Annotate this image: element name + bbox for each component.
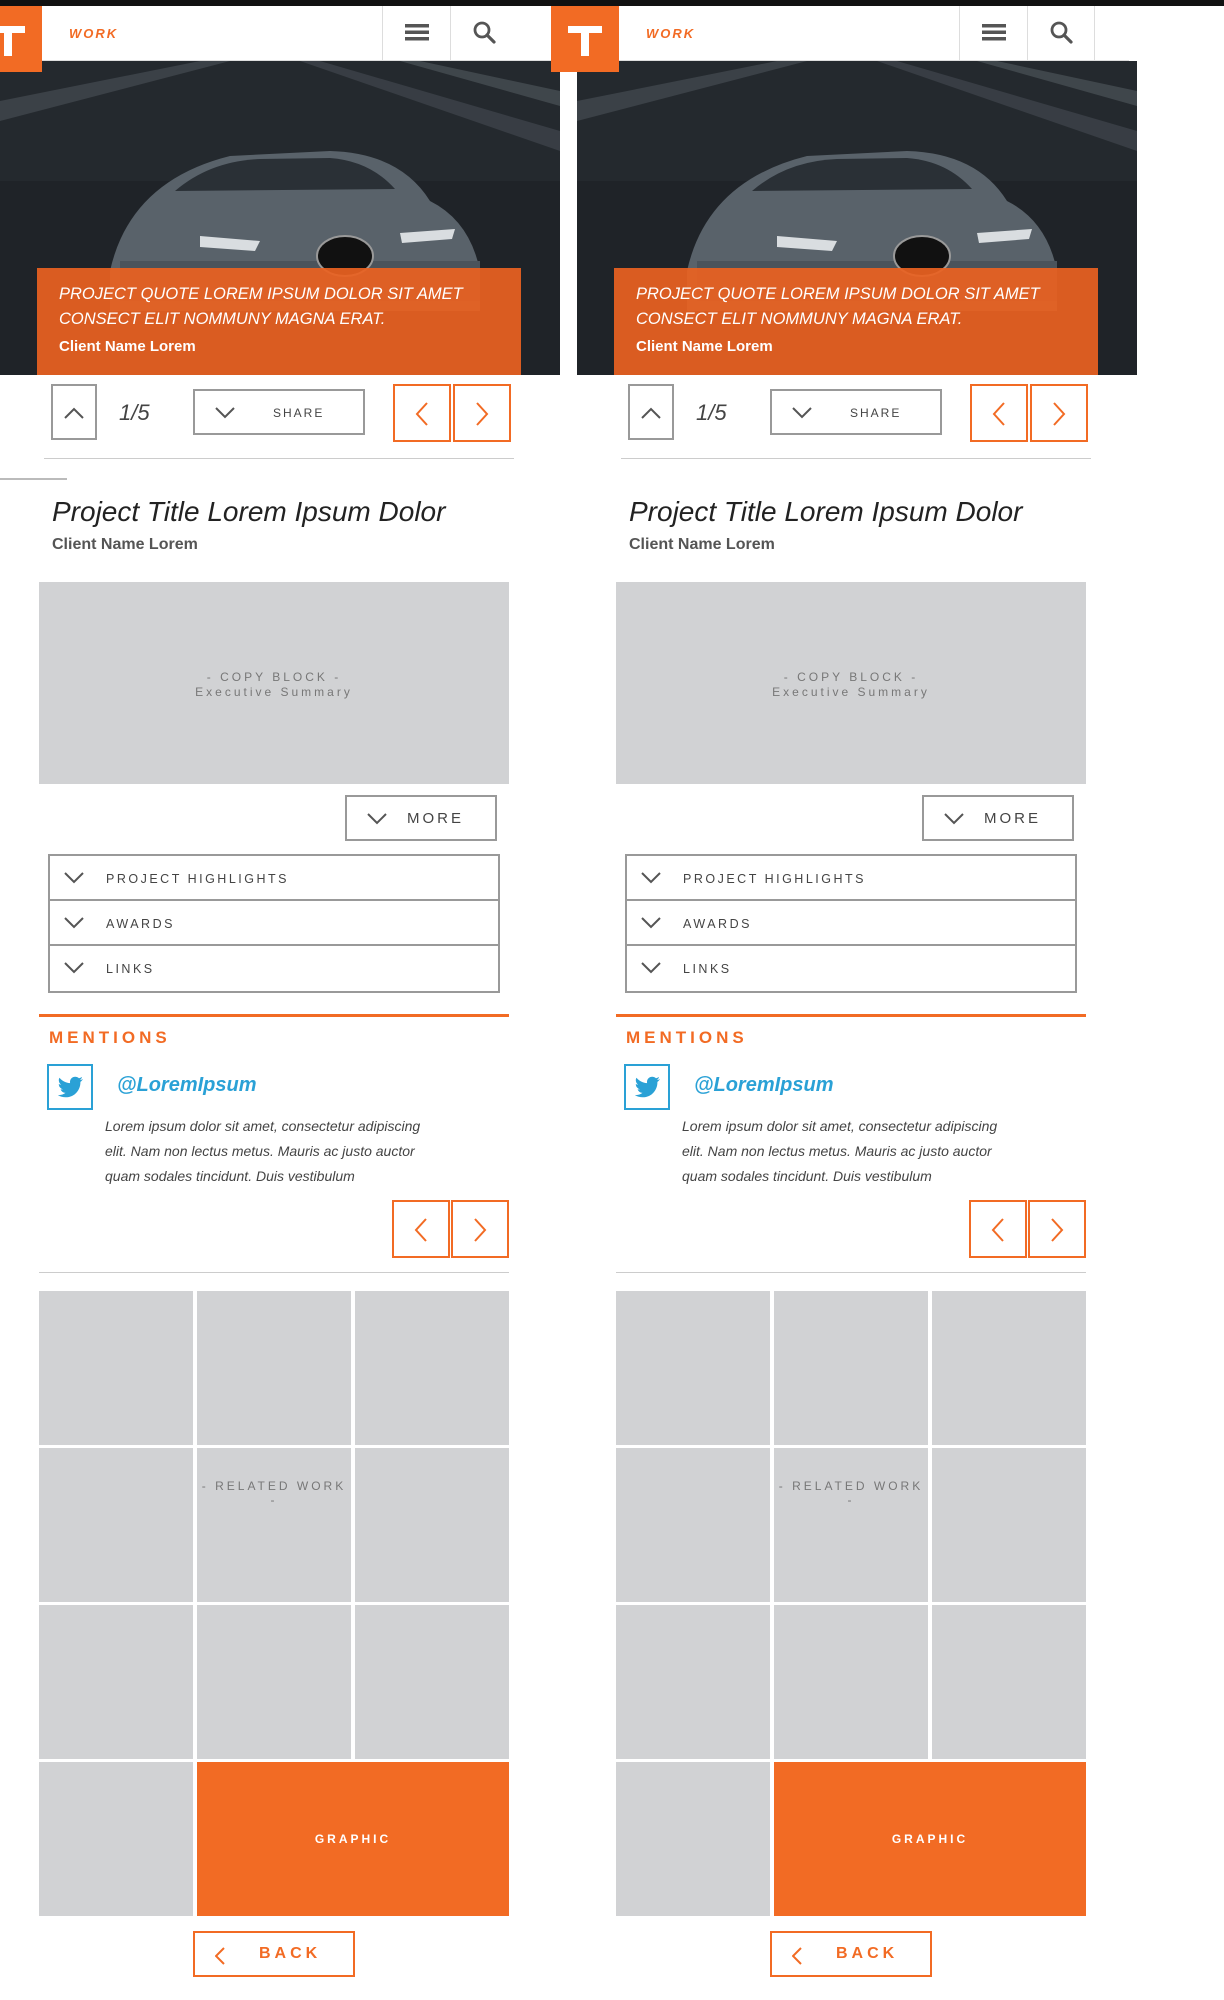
slide-counter: 1/5 (696, 400, 727, 425)
related-tile[interactable] (774, 1448, 928, 1602)
project-title: Project Title Lorem Ipsum Dolor (629, 496, 1023, 527)
related-tile[interactable] (39, 1448, 193, 1602)
divider (44, 458, 514, 459)
next-slide-button[interactable] (1030, 384, 1088, 442)
brand-logo[interactable] (0, 6, 42, 72)
accordion (625, 854, 1077, 993)
copy-block-sub: Executive Summary (772, 685, 930, 699)
divider (39, 1272, 509, 1273)
project-client: Client Name Lorem (629, 536, 775, 553)
accordion (48, 854, 500, 993)
mention-text-line: elit. Nam non lectus metus. Mauris ac justo auctor (682, 1143, 992, 1159)
divider (616, 1272, 1086, 1273)
collapse-button[interactable] (628, 384, 674, 440)
menu-icon (405, 21, 429, 43)
hero-quote: PROJECT QUOTE LOREM IPSUM DOLOR SIT AMET CONSECT ELIT NOMMUNY MAGNA ERAT. (636, 285, 1040, 328)
project-client: Client Name Lorem (52, 536, 198, 553)
accordion-item-awards[interactable] (627, 901, 1075, 946)
next-slide-button[interactable] (453, 384, 511, 442)
chevron-left-icon (792, 1947, 802, 1965)
related-tile[interactable] (616, 1605, 770, 1759)
chevron-left-icon (992, 402, 1006, 426)
graphic-label: GRAPHIC (891, 1832, 969, 1846)
twitter-button[interactable] (47, 1064, 93, 1110)
chevron-down-icon (215, 407, 235, 419)
menu-icon (982, 21, 1006, 43)
hero-client: Client Name Lorem (59, 338, 196, 355)
next-mention-button[interactable] (451, 1200, 509, 1258)
mobile-mockup-right (517, 6, 1129, 2000)
share-label: SHARE (850, 406, 902, 420)
share-label: SHARE (273, 406, 325, 420)
search-button[interactable] (450, 6, 518, 61)
accordion-item-label: PROJECT HIGHLIGHTS (683, 872, 866, 886)
chevron-down-icon (64, 962, 84, 974)
copy-block-sub: Executive Summary (195, 685, 353, 699)
related-tile[interactable] (355, 1291, 509, 1445)
accordion-item-links[interactable] (627, 946, 1075, 991)
copy-block-placeholder (39, 582, 509, 784)
chevron-right-icon (1052, 402, 1066, 426)
copy-block-label: - COPY BLOCK - (206, 670, 342, 684)
accordion-item-project-highlights[interactable] (50, 856, 498, 901)
more-button[interactable] (922, 795, 1074, 841)
more-button[interactable] (345, 795, 497, 841)
share-button[interactable] (193, 389, 365, 435)
hero-quote-panel (37, 268, 521, 375)
chevron-down-icon (641, 872, 661, 884)
related-tile[interactable] (197, 1291, 351, 1445)
section-label[interactable]: WORK (646, 26, 696, 41)
chevron-left-icon (414, 1218, 428, 1242)
related-tile[interactable] (616, 1448, 770, 1602)
hero-quote-panel (614, 268, 1098, 375)
chevron-down-icon (367, 813, 387, 825)
copy-block-label: - COPY BLOCK - (783, 670, 919, 684)
mentions-title: MENTIONS (626, 1028, 748, 1047)
accordion-item-project-highlights[interactable] (627, 856, 1075, 901)
next-mention-button[interactable] (1028, 1200, 1086, 1258)
prev-slide-button[interactable] (970, 384, 1028, 442)
graphic-tile[interactable] (774, 1762, 1086, 1916)
chevron-up-icon (64, 407, 84, 419)
back-label: BACK (836, 1945, 899, 1962)
mention-text (682, 1114, 1082, 1189)
twitter-icon (635, 1075, 661, 1099)
copy-block-placeholder (616, 582, 1086, 784)
chevron-left-icon (215, 1947, 225, 1965)
twitter-icon (58, 1075, 84, 1099)
accordion-item-label: LINKS (683, 962, 732, 976)
more-label: MORE (407, 810, 464, 827)
related-work-label: - RELATED WORK - (197, 1479, 351, 1507)
chevron-right-icon (1050, 1218, 1064, 1242)
search-icon (473, 21, 497, 45)
related-tile[interactable] (616, 1291, 770, 1445)
prev-mention-button[interactable] (969, 1200, 1027, 1258)
twitter-handle[interactable]: @LoremIpsum (117, 1074, 257, 1096)
chevron-left-icon (991, 1218, 1005, 1242)
mentions-title: MENTIONS (49, 1028, 171, 1047)
accordion-item-label: AWARDS (106, 917, 175, 931)
hero-client: Client Name Lorem (636, 338, 773, 355)
project-title: Project Title Lorem Ipsum Dolor (52, 496, 446, 527)
chevron-down-icon (64, 872, 84, 884)
menu-button[interactable] (959, 6, 1027, 61)
chevron-down-icon (64, 917, 84, 929)
accordion-item-label: LINKS (106, 962, 155, 976)
chevron-right-icon (473, 1218, 487, 1242)
related-tile[interactable] (197, 1448, 351, 1602)
mention-text-line: quam sodales tincidunt. Duis vestibulum (105, 1168, 355, 1184)
back-label: BACK (259, 1945, 322, 1962)
brand-logo[interactable] (551, 6, 619, 72)
mention-text-line: elit. Nam non lectus metus. Mauris ac justo auctor (105, 1143, 415, 1159)
related-tile[interactable] (774, 1605, 928, 1759)
chevron-up-icon (641, 407, 661, 419)
mention-text-line: Lorem ipsum dolor sit amet, consectetur adipiscing (105, 1118, 421, 1134)
chevron-down-icon (641, 917, 661, 929)
mentions-rule (39, 1014, 509, 1017)
hero-quote: PROJECT QUOTE LOREM IPSUM DOLOR SIT AMET CONSECT ELIT NOMMUNY MAGNA ERAT. (59, 285, 463, 328)
related-tile[interactable] (39, 1605, 193, 1759)
mentions-rule (616, 1014, 1086, 1017)
chevron-down-icon (792, 407, 812, 419)
chevron-down-icon (641, 962, 661, 974)
related-tile[interactable] (355, 1448, 509, 1602)
accordion-item-label: PROJECT HIGHLIGHTS (106, 872, 289, 886)
accordion-item-label: AWARDS (683, 917, 752, 931)
related-tile[interactable] (39, 1291, 193, 1445)
related-tile[interactable] (197, 1605, 351, 1759)
back-button[interactable] (770, 1931, 932, 1977)
collapse-button[interactable] (51, 384, 97, 440)
slide-counter: 1/5 (119, 400, 150, 425)
accordion-item-awards[interactable] (50, 901, 498, 946)
more-label: MORE (984, 810, 1041, 827)
graphic-tile[interactable] (197, 1762, 509, 1916)
graphic-label: GRAPHIC (314, 1832, 392, 1846)
search-icon (1050, 21, 1074, 45)
back-button[interactable] (193, 1931, 355, 1977)
related-tile[interactable] (932, 1291, 1086, 1445)
related-tile[interactable] (616, 1762, 770, 1916)
chevron-down-icon (944, 813, 964, 825)
related-tile[interactable] (39, 1762, 193, 1916)
prev-mention-button[interactable] (392, 1200, 450, 1258)
related-tile[interactable] (932, 1448, 1086, 1602)
divider (621, 458, 1091, 459)
search-button[interactable] (1027, 6, 1095, 61)
menu-button[interactable] (382, 6, 450, 61)
related-tile[interactable] (774, 1291, 928, 1445)
mention-text-line: Lorem ipsum dolor sit amet, consectetur adipiscing (682, 1118, 998, 1134)
related-tile[interactable] (932, 1605, 1086, 1759)
accordion-item-links[interactable] (50, 946, 498, 991)
chevron-right-icon (475, 402, 489, 426)
mention-text-line: quam sodales tincidunt. Duis vestibulum (682, 1168, 932, 1184)
related-work-label: - RELATED WORK - (774, 1479, 928, 1507)
share-button[interactable] (770, 389, 942, 435)
section-label[interactable]: WORK (69, 26, 119, 41)
prev-slide-button[interactable] (393, 384, 451, 442)
twitter-button[interactable] (624, 1064, 670, 1110)
mobile-mockup-left (0, 6, 552, 2000)
mention-text (105, 1114, 505, 1189)
related-tile[interactable] (355, 1605, 509, 1759)
twitter-handle[interactable]: @LoremIpsum (694, 1074, 834, 1096)
chevron-left-icon (415, 402, 429, 426)
